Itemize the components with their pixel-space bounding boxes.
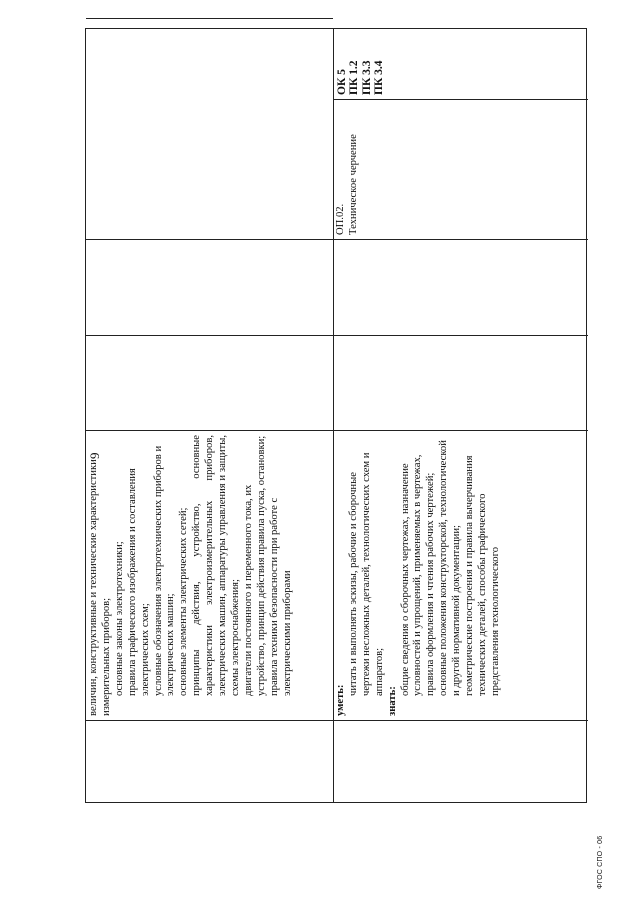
- table-cell-divider: [86, 18, 333, 19]
- content-paragraph: величин, конструктивные и технические характеристики измерительных приборов;: [88, 459, 112, 716]
- competency-code: ПК 1.2: [348, 60, 361, 95]
- content-paragraph: правила графического изображения и составления электрических схем;: [126, 468, 151, 696]
- discipline-name: Техническое черчение: [347, 134, 359, 235]
- table-cell-hours: [86, 336, 333, 431]
- table-cell-discipline: [333, 100, 588, 240]
- table-cell-discipline: [86, 19, 333, 240]
- table-row-1: [86, 29, 333, 802]
- table-cell-extra: [333, 240, 588, 336]
- content-text: [86, 431, 297, 720]
- content-paragraph: условные обозначения электротехнических приборов и электрических машин;: [152, 445, 177, 696]
- competency-list: [333, 29, 388, 99]
- znat-item: геометрические построения и правила вычерчивания технических деталей, способы графического представления технологического: [464, 455, 501, 696]
- discipline-text: [333, 100, 363, 239]
- znat-label: знать:: [386, 686, 398, 716]
- content-paragraph: основные элементы электрических сетей;: [178, 507, 190, 696]
- competency-code: ПК 3.3: [360, 60, 373, 95]
- page-number: 9: [87, 452, 102, 459]
- znat-item: общие сведения о сборочных чертежах, назначение условностей и упрощений, применяемых в чертежах, правила оформления и чтения рабочих чертежей;: [399, 454, 437, 696]
- table-cell-index: [86, 721, 333, 802]
- content-paragraph: основные законы электротехники;: [113, 541, 125, 696]
- content-paragraph: принципы действия, устройство, основные характеристики электроизмерительных приборов, электрических машин, аппаратуры управления и защиты, схемы электроснабжения;: [191, 435, 241, 696]
- content-text: [333, 431, 505, 720]
- table-cell-content: [333, 431, 588, 721]
- page-footer: ФГОС СПО - 06: [597, 835, 604, 889]
- table-cell-competencies: [333, 29, 588, 100]
- competency-code: ПК 3.4: [372, 60, 385, 95]
- content-paragraph: двигатели постоянного и переменного тока, их устройство, принцип действия правила пуска, остановки;: [242, 435, 267, 696]
- table-cell-extra: [86, 240, 333, 336]
- curriculum-table: [85, 28, 587, 803]
- table-cell-content: [86, 431, 333, 721]
- table-row-2: [333, 29, 588, 802]
- competency-code: ОК 5: [336, 69, 348, 95]
- table-cell-index: [333, 721, 588, 802]
- umet-label: уметь:: [335, 684, 346, 716]
- discipline-code: ОП.02.: [335, 203, 346, 235]
- content-paragraph: правила техники безопасности при работе с электрическими приборами: [268, 497, 293, 696]
- table-cell-hours: [333, 336, 588, 431]
- umet-text: читать и выполнять эскизы, рабочие и сборочные чертежи несложных деталей, технологических схем и аппаратов;: [347, 452, 385, 696]
- znat-item: основные положения конструкторской, технологической и другой нормативной документации;: [438, 440, 463, 696]
